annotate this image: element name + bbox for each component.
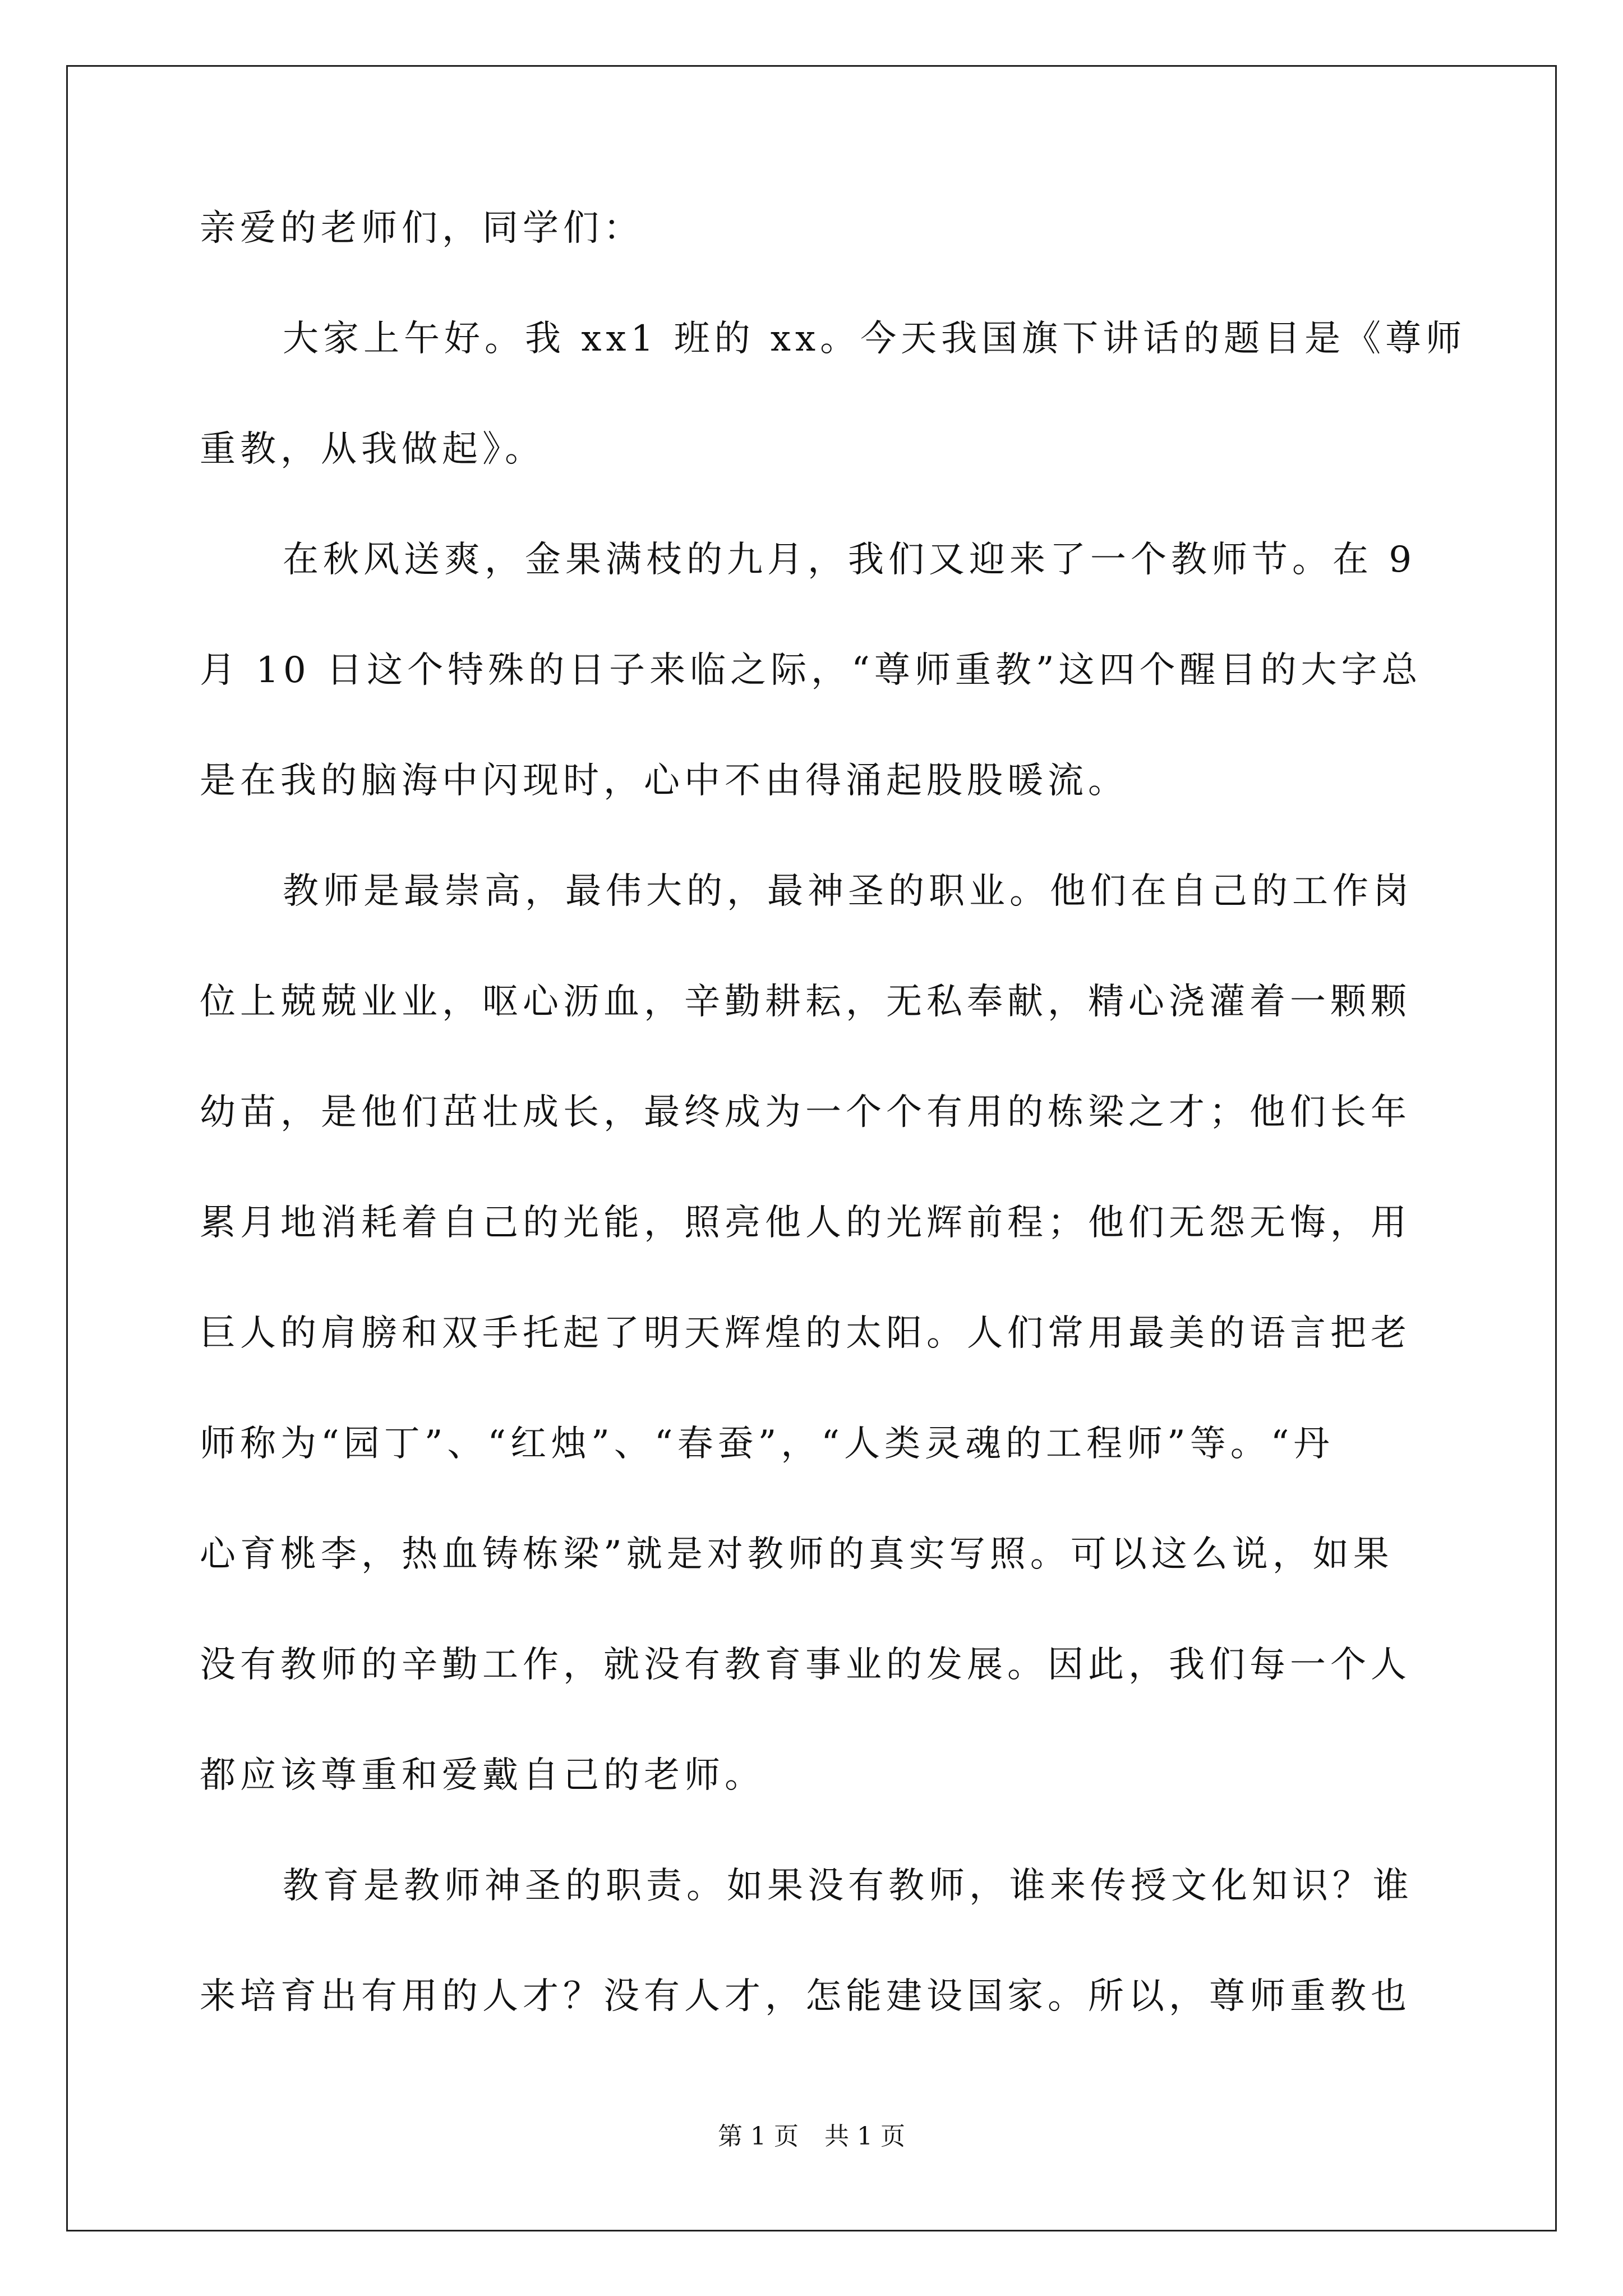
text-line: 亲爱的老师们，同学们： (200, 208, 644, 249)
page-number: 第 1 页 (718, 2122, 799, 2151)
text-line: 累月地消耗着自己的光能，照亮他人的光辉前程；他们无怨无悔，用 (200, 1202, 1411, 1244)
text-line: 幼苗，是他们茁壮成长，最终成为一个个有用的栋梁之才；他们长年 (200, 1092, 1411, 1133)
text-line: 大家上午好。我 xx1 班的 xx。今天我国旗下讲话的题目是《尊师 (283, 318, 1467, 360)
text-line: 都应该尊重和爱戴自己的老师。 (200, 1755, 765, 1796)
document-body (200, 208, 1467, 2086)
page-footer (0, 2122, 1623, 2151)
text-line: 教师是最崇高，最伟大的，最神圣的职业。他们在自己的工作岗 (283, 871, 1413, 912)
page-total: 共 1 页 (824, 2122, 905, 2151)
text-line: 是在我的脑海中闪现时，心中不由得涌起股股暖流。 (200, 760, 1128, 802)
text-line: 来培育出有用的人才？没有人才，怎能建设国家。所以，尊师重教也 (200, 1976, 1411, 2017)
text-line: 教育是教师神圣的职责。如果没有教师，谁来传授文化知识？谁 (283, 1865, 1413, 1907)
text-line: 巨人的肩膀和双手托起了明天辉煌的太阳。人们常用最美的语言把老 (200, 1313, 1411, 1354)
text-line: 位上兢兢业业，呕心沥血，辛勤耕耘，无私奉献，精心浇灌着一颗颗 (200, 981, 1411, 1023)
text-line: 没有教师的辛勤工作，就没有教育事业的发展。因此，我们每一个人 (200, 1644, 1411, 1686)
text-line: 重教，从我做起》。 (200, 429, 545, 470)
text-line: 师称为“园丁”、“红烛”、“春蚕”，“人类灵魂的工程师”等。“丹 (200, 1423, 1334, 1465)
text-line: 心育桃李，热血铸栋梁”就是对教师的真实写照。可以这么说，如果 (200, 1534, 1394, 1575)
text-line: 月 10 日这个特殊的日子来临之际，“尊师重教”这四个醒目的大字总 (200, 650, 1422, 691)
text-line: 在秋风送爽，金果满枝的九月，我们又迎来了一个教师节。在 9 (283, 539, 1417, 581)
